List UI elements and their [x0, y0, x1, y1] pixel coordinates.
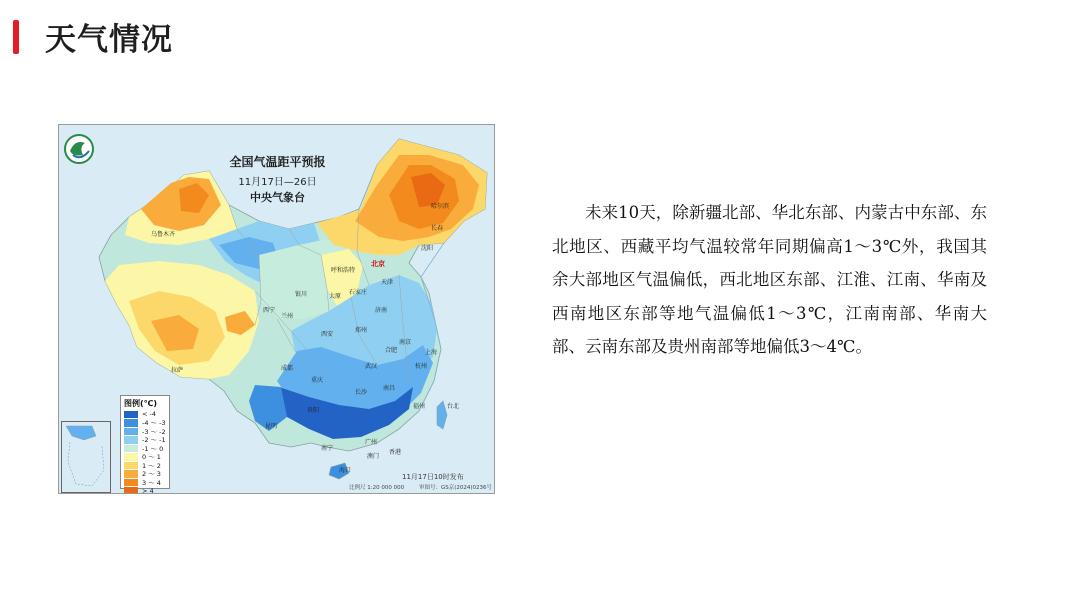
legend-label: -2 ～ -1 — [142, 436, 166, 445]
title-accent-bar — [13, 20, 19, 54]
city-label: 成都 — [281, 365, 294, 372]
approval-note: 审图号：GS京(2024)0236号 — [419, 485, 493, 491]
city-label: 香港 — [389, 449, 402, 456]
weather-description: 未来10天，除新疆北部、华北东部、内蒙古中东部、东北地区、西藏平均气温较常年同期偏高1～3℃外，我国其余大部地区气温偏低，西北地区东部、江淮、江南、华南及西南地区东部等地气温偏低1～3℃，江南南部、华南大部、云南东部及贵州南部等地偏低3～4℃。 — [552, 203, 987, 356]
city-label: 长春 — [431, 225, 444, 232]
legend-row — [121, 487, 169, 495]
legend-label: -4 ～ -3 — [142, 419, 166, 428]
city-label: 昆明 — [265, 423, 278, 430]
city-label: 天津 — [381, 279, 394, 286]
legend-swatch — [124, 419, 138, 427]
city-label: 拉萨 — [171, 367, 184, 374]
legend-label: -1 ～ 0 — [142, 444, 164, 453]
legend-label: 1 ～ 2 — [142, 461, 161, 470]
city-label: 银川 — [295, 291, 308, 298]
taiwan-island — [437, 401, 447, 429]
legend-label: 3 ～ 4 — [142, 478, 161, 487]
legend-row — [121, 461, 169, 470]
legend-row — [121, 419, 169, 428]
issue-time-note: 11月17日10时发布 — [402, 473, 464, 481]
city-label: 贵阳 — [307, 407, 320, 414]
legend-row — [121, 470, 169, 479]
city-label: 郑州 — [355, 327, 368, 334]
temperature-anomaly-map — [58, 124, 495, 494]
page-title: 天气情况 — [45, 22, 173, 58]
south-china-sea-inset — [61, 421, 111, 493]
city-label: 广州 — [365, 439, 378, 446]
legend-swatch — [124, 470, 138, 478]
legend-label: < -4 — [142, 410, 156, 419]
legend-swatch — [124, 462, 138, 470]
city-label: 西宁 — [263, 307, 276, 314]
city-label: 南京 — [399, 339, 412, 346]
map-agency: 中央气象台 — [250, 191, 305, 204]
city-label: 乌鲁木齐 — [151, 231, 176, 238]
map-date-range: 11月17日—26日 — [238, 177, 317, 188]
legend-title: 图例(℃) — [124, 399, 157, 408]
legend-label: 0 ～ 1 — [142, 453, 161, 462]
legend-row — [121, 436, 169, 445]
legend-row — [121, 478, 169, 487]
city-label: 重庆 — [311, 377, 324, 384]
legend-label: > 4 — [142, 486, 154, 494]
capital-label: 北京 — [371, 260, 385, 268]
city-label: 武汉 — [365, 363, 378, 370]
city-label: 哈尔滨 — [431, 203, 450, 210]
legend-row — [121, 444, 169, 453]
city-label: 太原 — [329, 293, 342, 300]
legend-swatch — [124, 487, 138, 494]
city-label: 兰州 — [281, 313, 294, 320]
city-label: 石家庄 — [349, 289, 368, 296]
legend-swatch — [124, 453, 138, 461]
legend-swatch — [124, 436, 138, 444]
map-title: 全国气温距平预报 — [229, 155, 326, 169]
legend-swatch — [124, 411, 138, 419]
city-label: 西安 — [321, 331, 334, 338]
city-label: 沈阳 — [421, 245, 434, 252]
legend-swatch — [124, 428, 138, 436]
legend-swatch — [124, 445, 138, 453]
city-label: 济南 — [375, 307, 388, 314]
legend-label: 2 ～ 3 — [142, 470, 161, 479]
map-legend — [120, 395, 170, 494]
city-label: 杭州 — [415, 363, 428, 370]
legend-row — [121, 427, 169, 436]
city-label: 福州 — [413, 403, 426, 410]
city-label: 台北 — [447, 403, 460, 410]
scale-note: 比例尺 1:20 000 000 — [349, 485, 405, 491]
city-label: 南宁 — [321, 445, 334, 452]
city-label: 呼和浩特 — [331, 267, 356, 274]
city-label: 南昌 — [383, 385, 396, 392]
city-label: 上海 — [425, 349, 438, 356]
legend-row — [121, 410, 169, 419]
legend-label: -3 ～ -2 — [142, 427, 166, 436]
city-label: 合肥 — [385, 347, 398, 354]
city-label: 长沙 — [355, 389, 368, 396]
legend-row — [121, 453, 169, 462]
city-label: 澳门 — [367, 453, 380, 460]
city-label: 海口 — [339, 467, 352, 474]
legend-swatch — [124, 479, 138, 487]
